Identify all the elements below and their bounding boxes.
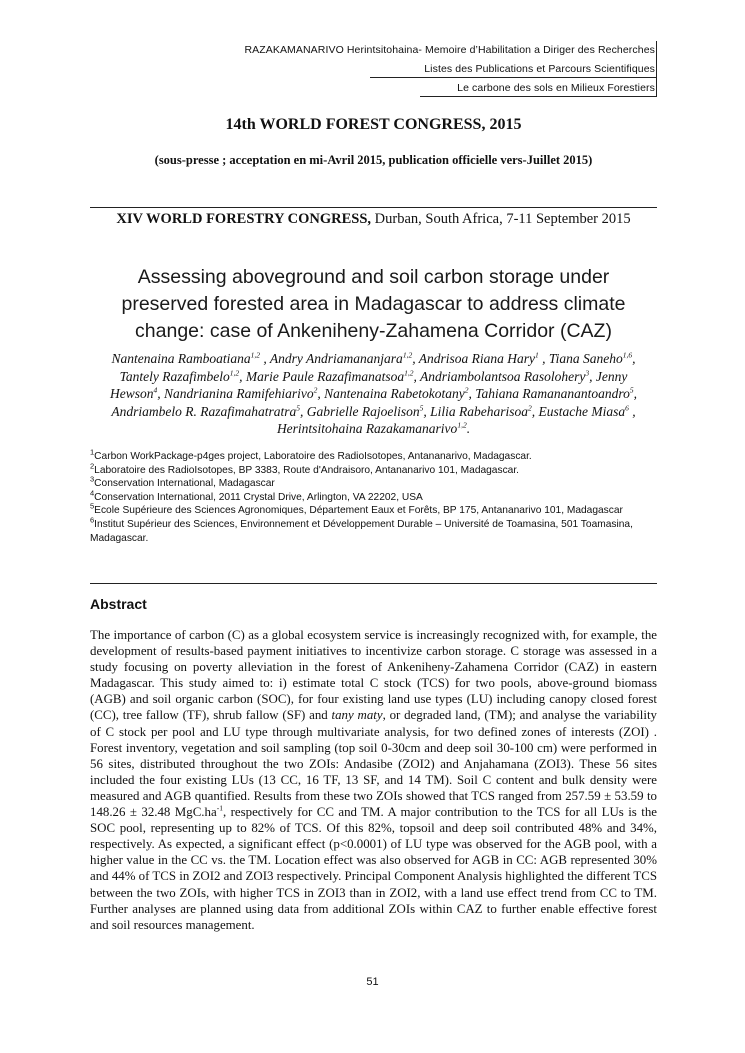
author xyxy=(277,421,470,436)
author-affiliation-mark: 5 xyxy=(296,403,300,412)
author-name: Tiana Saneho xyxy=(548,351,623,366)
running-header-line-3: Le carbone des sols en Milieux Forestiers xyxy=(457,82,655,94)
author-name: Herintsitohaina Razakamanarivo xyxy=(276,421,458,436)
affiliation-item xyxy=(90,447,650,464)
author-separator: , xyxy=(632,351,636,366)
affiliation-item xyxy=(90,488,650,505)
author-name: Lilia Rabeharisoa xyxy=(430,403,528,419)
author xyxy=(324,386,475,401)
author-name: Marie Paule Razafimanatsoa xyxy=(245,368,405,384)
author xyxy=(112,351,270,366)
author-affiliation-mark: 1,2 xyxy=(402,350,413,360)
author-affiliation-mark: 1 xyxy=(534,350,539,360)
author-separator: , xyxy=(412,351,419,366)
author-list xyxy=(96,350,651,438)
author-separator: , xyxy=(633,386,637,401)
event-name: XIV WORLD FORESTRY CONGRESS, xyxy=(116,211,372,227)
abstract-part-3: , respectively for CC and TM. A major contribution to the TCS for all LUs is the SOC pool, representing up to 82% of TCS. Of this 82%, topsoil and deep soil contributed 48% and 34%, respectively. As expected, a significant effect (p<0.0001) of LU type was observed for the AGB pool, with a higher value in the CC vs. the TM. Location effect was also observed for AGB in CC: AGB represented 30% and 44% of TCS in ZOI2 and ZOI3 respectively. Principal Component Analysis highlighted the different TCS between the two ZOIs, with higher TCS in ZOI3 than in ZOI2, with a land use effect trend from CC to TM. Further analyses are planned using data from additional ZOIs within CAZ to further enable effective forest and soil resources management. xyxy=(90,805,657,932)
author-separator: , xyxy=(157,386,164,401)
author-affiliation-mark: 2 xyxy=(528,403,532,412)
affiliation-number: 4 xyxy=(90,488,95,498)
author-affiliation-mark: 3 xyxy=(585,368,590,377)
author-name: Andrisoa Riana Hary xyxy=(418,351,535,366)
author xyxy=(270,351,419,366)
author-name: Andry Andriamananjara xyxy=(269,351,403,366)
author-name: Nantenaina Ramboatiana xyxy=(111,351,251,366)
author xyxy=(120,369,246,384)
abstract-superscript: -1 xyxy=(216,803,223,813)
author-name: Andriambelo R. Razafimahatratra xyxy=(111,403,297,419)
author-name: Andriambolantsoa Rasolohery xyxy=(420,368,586,384)
author-affiliation-mark: 1,2 xyxy=(457,420,467,430)
affiliation-number: 1 xyxy=(90,447,95,457)
affiliation-text: Institut Supérieur des Sciences, Environnement et Développement Durable – Université de Toamasina, 501 Toamasina, Madagascar. xyxy=(90,518,633,544)
author-separator: , xyxy=(468,386,476,401)
author-affiliation-mark: 1,2 xyxy=(404,368,414,377)
author-separator: , xyxy=(300,403,307,419)
affiliation-list xyxy=(90,447,650,545)
author-affiliation-mark: 6 xyxy=(625,403,629,412)
page-number: 51 xyxy=(366,976,379,988)
event-line xyxy=(90,211,657,228)
congress-title: 14th WORLD FOREST CONGRESS, 2015 xyxy=(225,116,522,133)
affiliation-text: Ecole Supérieure des Sciences Agronomiques, Département Eaux et Forêts, BP 175, Antananarivo 101, Madagascar xyxy=(94,505,623,517)
author xyxy=(420,369,596,384)
affiliation-item xyxy=(90,515,650,545)
author-affiliation-mark: 1,2 xyxy=(250,350,261,360)
author-separator: , xyxy=(260,351,270,366)
author-affiliation-mark: 1,6 xyxy=(622,350,633,360)
affiliation-text: Carbon WorkPackage-p4ges project, Laboratoire des RadioIsotopes, Antananarivo, Madagascar. xyxy=(94,451,532,462)
header-rule-2 xyxy=(420,96,657,97)
author-separator: , xyxy=(413,368,421,384)
abstract-part-2: , or degraded land, (TM); and analyse the variability of C stock per pool and LU type through multivariate analysis, for two defined zones of interests (ZOI) . Forest inventory, vegetation and soil sampling (top soil 0-30cm and deep soil 30-100 cm) were performed in 56 sites, distributed throughout the two ZOIs: Andasibe (ZOI2) and Anjahamana (ZOI3). These 56 sites included the four existing LUs (13 CC, 16 TF, 13 SF, and 14 TM). Soil C content and bulk density were measured and AGB quantified. Results from these two ZOIs showed that TCS ranged from 257.59 ± 53.59 to 148.26 ± 32.48 MgC.ha xyxy=(90,708,657,820)
author xyxy=(164,386,324,401)
author-affiliation-mark: 2 xyxy=(313,385,318,395)
abstract-italic-term: tany maty xyxy=(331,708,383,723)
affiliation-text: Conservation International, 2011 Crystal Drive, Arlington, VA 22202, USA xyxy=(94,491,423,503)
affiliation-item xyxy=(90,474,650,491)
affiliation-text: Conservation International, Madagascar xyxy=(94,478,275,490)
author-affiliation-mark: 5 xyxy=(629,385,634,395)
author-name: Jenny Hewson xyxy=(109,368,628,401)
author-name: Eustache Miasa xyxy=(538,403,626,419)
event-details: Durban, South Africa, 7-11 September 2015 xyxy=(371,211,631,227)
author-separator: , xyxy=(538,351,549,366)
abstract-heading: Abstract xyxy=(90,596,147,612)
author xyxy=(111,404,306,419)
author xyxy=(549,351,636,366)
section-rule-top xyxy=(90,207,657,208)
header-rule-1 xyxy=(370,77,657,78)
paper-title: Assessing aboveground and soil carbon storage under preserved forested area in Madagascar to address climate change: case of Ankeniheny-Zahamena Corridor (CAZ) xyxy=(121,266,626,342)
author-separator: , xyxy=(239,368,246,384)
author xyxy=(307,404,430,419)
running-header-line-2: Listes des Publications et Parcours Scientifiques xyxy=(424,63,655,75)
author xyxy=(246,369,420,384)
affiliation-item xyxy=(90,501,650,518)
author xyxy=(430,404,538,419)
author-separator: , xyxy=(423,403,431,419)
affiliation-item xyxy=(90,461,650,478)
abstract-part-1: The importance of carbon (C) as a global ecosystem service is increasingly recognized with, for example, the development of results-based payment initiatives to incentivize carbon storage. C storage was assessed in a study focusing on poverty alleviation in the forest of Ankeniheny-Zahamena Corridor (CAZ) in eastern Madagascar. This study aimed to: i) estimate total C stock (TCS) for two pools, above-ground biomass (AGB) and soil organic carbon (SOC), for four existing land use types (LU) including canopy closed forest (CC), tree fallow (TF), shrub fallow (SF) and xyxy=(90,628,657,723)
author-name: Nandrianina Ramifehiarivo xyxy=(163,386,314,401)
author-affiliation-mark: 5 xyxy=(419,403,424,412)
author-name: Gabrielle Rajoelison xyxy=(306,403,420,419)
author-name: Tahiana Ramananantoandro xyxy=(475,386,630,401)
author-affiliation-mark: 4 xyxy=(153,385,158,395)
congress-subtitle: (sous-presse ; acceptation en mi-Avril 2015, publication officielle vers-Juillet 2015) xyxy=(154,153,593,167)
affiliation-number: 5 xyxy=(90,501,95,511)
author-separator: , xyxy=(317,386,325,401)
affiliation-number: 2 xyxy=(90,461,95,471)
author xyxy=(539,404,636,419)
header-vertical-rule xyxy=(656,41,657,97)
author xyxy=(419,351,549,366)
section-rule-bottom xyxy=(90,583,657,584)
author-affiliation-mark: 2 xyxy=(464,385,469,395)
affiliation-number: 3 xyxy=(90,474,95,484)
running-header-line-1: RAZAKAMANARIVO Herintsitohaina- Memoire d’Habilitation a Diriger des Recherches xyxy=(244,44,655,56)
author-name: Nantenaina Rabetokotany xyxy=(324,386,465,401)
author-separator: , xyxy=(531,403,539,419)
author-name: Tantely Razafimbelo xyxy=(119,368,230,384)
author-separator: , xyxy=(628,403,636,419)
affiliation-text: Laboratoire des RadioIsotopes, BP 3383, Route d'Andraisoro, Antananarivo 101, Madagascar. xyxy=(94,464,519,476)
abstract-body xyxy=(90,627,657,933)
author-affiliation-mark: 1,2 xyxy=(229,368,240,377)
author-separator: , xyxy=(589,368,596,384)
author-separator: . xyxy=(466,421,471,436)
affiliation-number: 6 xyxy=(90,515,95,525)
author xyxy=(475,386,637,401)
